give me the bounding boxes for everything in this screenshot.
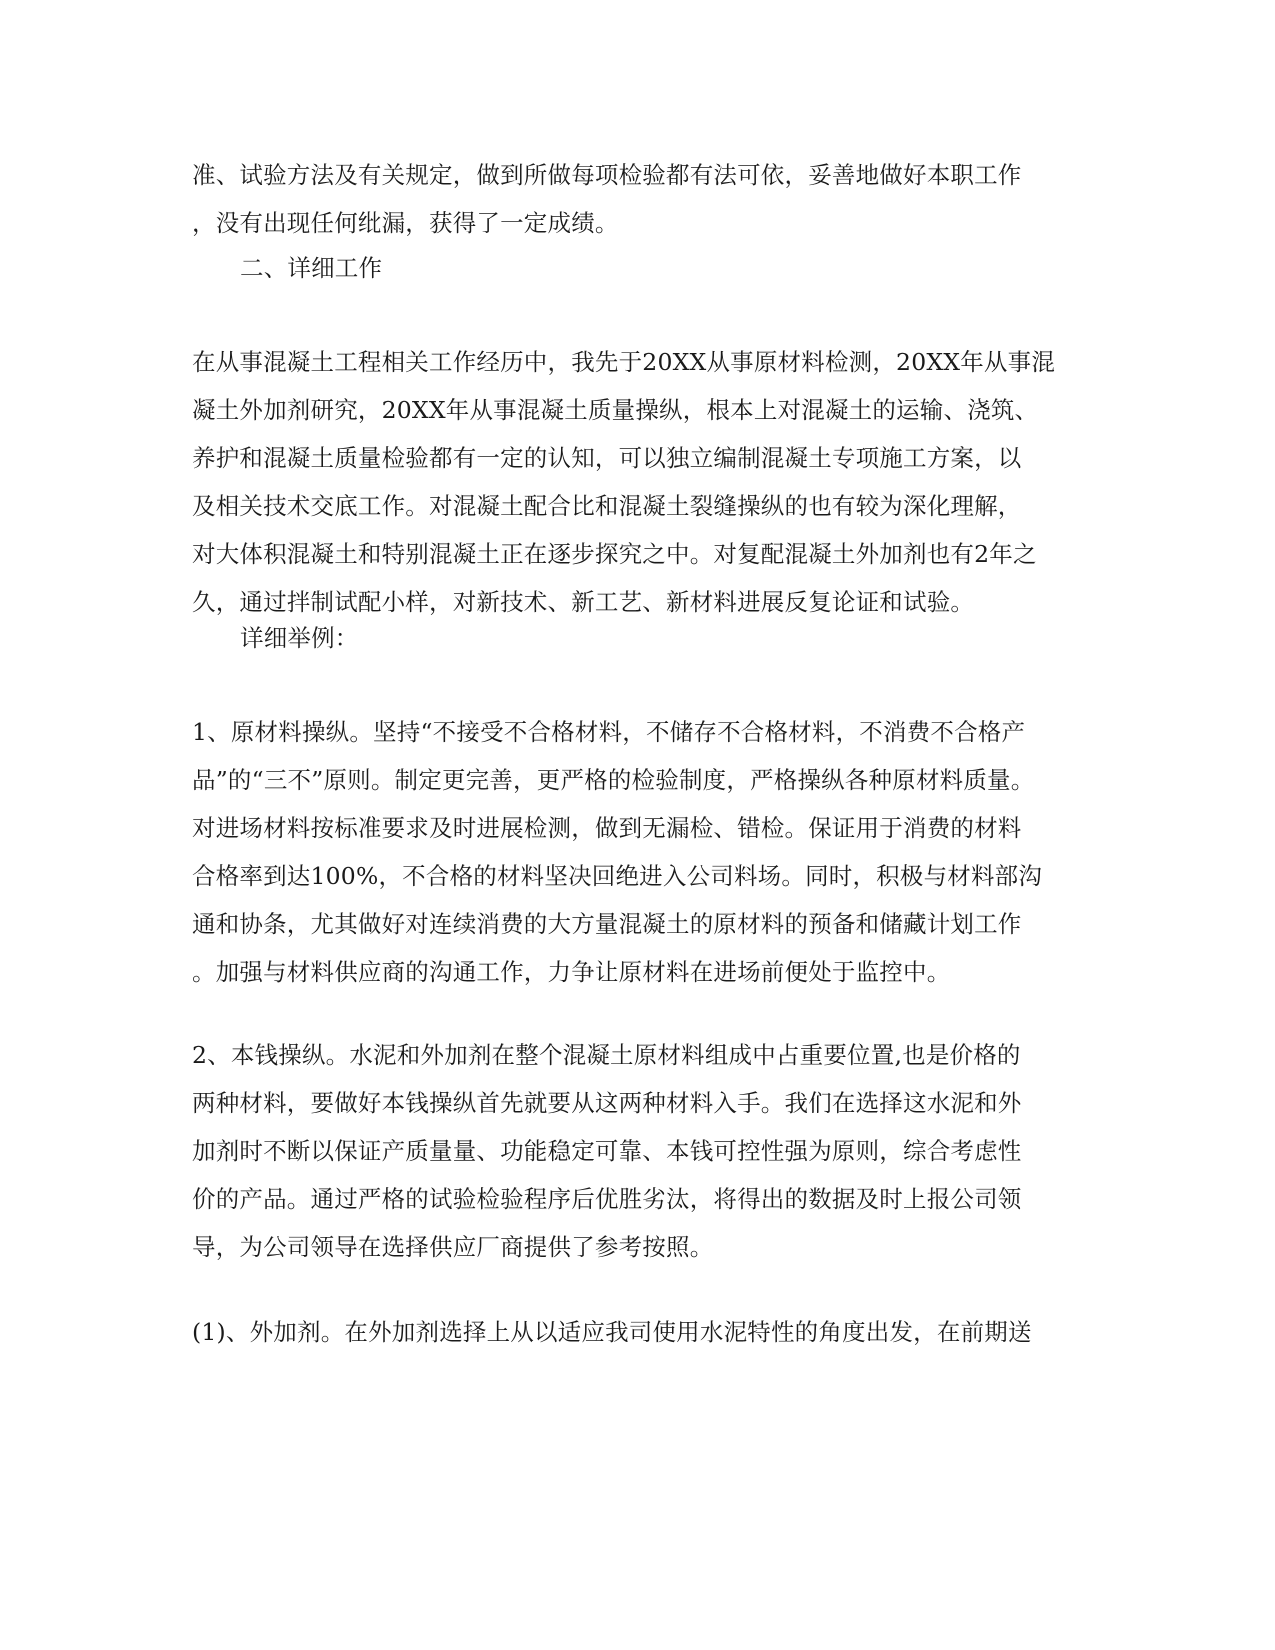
section-heading: 二、详细工作 (240, 254, 383, 282)
text-line: 对大体积混凝土和特别混凝土正在逐步探究之中。对复配混凝土外加剂也有2年之 (192, 540, 1037, 568)
text-line: 2、本钱操纵。水泥和外加剂在整个混凝土原材料组成中占重要位置,也是价格的 (192, 1041, 1021, 1069)
text-line: 久，通过拌制试配小样，对新技术、新工艺、新材料进展反复论证和试验。 (192, 588, 975, 616)
text-line: 价的产品。通过严格的试验检验程序后优胜劣汰，将得出的数据及时上报公司领 (192, 1185, 1022, 1213)
paragraph-admixture (192, 1308, 1082, 1356)
text-line: 品”的“三不”原则。制定更完善，更严格的检验制度，严格操纵各种原材料质量。 (192, 766, 1035, 794)
text-line: 凝土外加剂研究，20XX年从事混凝土质量操纵，根本上对混凝土的运输、浇筑、 (192, 396, 1039, 424)
text-line: 对进场材料按标准要求及时进展检测，做到无漏检、错检。保证用于消费的材料 (192, 814, 1022, 842)
text-line: 合格率到达100%，不合格的材料坚决回绝进入公司料场。同时，积极与材料部沟 (192, 862, 1043, 890)
text-line: 。加强与材料供应商的沟通工作，力争让原材料在进场前便处于监控中。 (192, 958, 951, 986)
text-line: 通和协条，尤其做好对连续消费的大方量混凝土的原材料的预备和储藏计划工作 (192, 910, 1022, 938)
section-heading-examples (192, 614, 1082, 662)
section-heading: 详细举例： (240, 624, 359, 652)
text-line: ，没有出现任何纰漏，获得了一定成绩。 (192, 209, 619, 237)
text-line: 准、试验方法及有关规定，做到所做每项检验都有法可依，妥善地做好本职工作 (192, 161, 1022, 189)
text-line: 在从事混凝土工程相关工作经历中，我先于20XX从事原材料检测，20XX年从事混 (192, 348, 1056, 376)
text-line: 养护和混凝土质量检验都有一定的认知，可以独立编制混凝土专项施工方案，以 (192, 444, 1022, 472)
text-line: 1、原材料操纵。坚持“不接受不合格材料，不储存不合格材料，不消费不合格产 (192, 718, 1026, 746)
paragraph-raw-material-control (192, 708, 1082, 996)
text-line: 导，为公司领导在选择供应厂商提供了参考按照。 (192, 1233, 714, 1261)
text-line: 及相关技术交底工作。对混凝土配合比和混凝土裂缝操纵的也有较为深化理解， (192, 492, 1022, 520)
text-line: 加剂时不断以保证产质量量、功能稳定可靠、本钱可控性强为原则，综合考虑性 (192, 1137, 1022, 1165)
paragraph-intro-continued (192, 151, 1082, 247)
paragraph-cost-control (192, 1031, 1082, 1271)
text-line: (1)、外加剂。在外加剂选择上从以适应我司使用水泥特性的角度出发，在前期送 (192, 1318, 1032, 1346)
text-line: 两种材料，要做好本钱操纵首先就要从这两种材料入手。我们在选择这水泥和外 (192, 1089, 1022, 1117)
section-heading-detailed-work (192, 244, 1082, 292)
paragraph-work-experience (192, 338, 1082, 626)
